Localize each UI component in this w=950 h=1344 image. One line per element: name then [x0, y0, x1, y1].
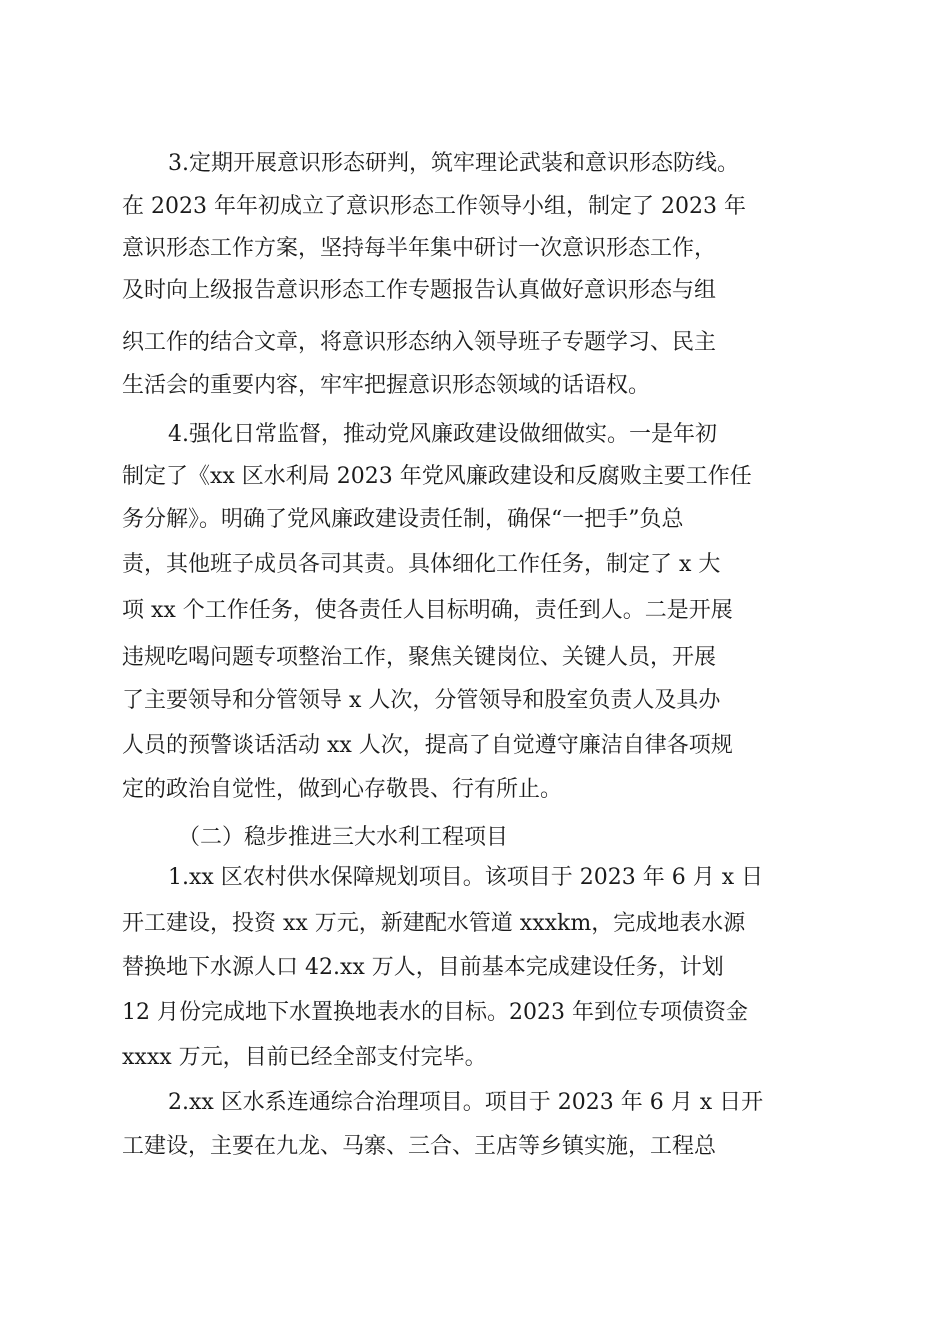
paragraph-line: 了主要领导和分管领导 x 人次，分管领导和股室负责人及具办 [122, 688, 721, 713]
paragraph-line: 意识形态工作方案，坚持每半年集中研讨一次意识形态工作， [122, 236, 717, 261]
paragraph-line: 在 2023 年年初成立了意识形态工作领导小组，制定了 2023 年 [122, 194, 746, 219]
paragraph-line: 2.xx 区水系连通综合治理项目。项目于 2023 年 6 月 x 日开 [168, 1090, 764, 1115]
paragraph-line: 替换地下水源人口 42.xx 万人，目前基本完成建设任务，计划 [122, 955, 724, 980]
paragraph-line: 制定了《xx 区水利局 2023 年党风廉政建设和反腐败主要工作任 [122, 464, 752, 489]
paragraph-line: 违规吃喝问题专项整治工作，聚焦关键岗位、关键人员，开展 [122, 645, 717, 670]
paragraph-line: 工建设，主要在九龙、马寨、三合、王店等乡镇实施，工程总 [122, 1134, 717, 1159]
paragraph-line: 3.定期开展意识形态研判，筑牢理论武装和意识形态防线。 [168, 151, 739, 176]
paragraph-line: 生活会的重要内容，牢牢把握意识形态领域的话语权。 [122, 373, 651, 398]
paragraph-line: 1.xx 区农村供水保障规划项目。该项目于 2023 年 6 月 x 日 [168, 865, 764, 890]
paragraph-line: 及时向上级报告意识形态工作专题报告认真做好意识形态与组 [122, 278, 717, 303]
paragraph-line: 项 xx 个工作任务，使各责任人目标明确，责任到人。二是开展 [122, 598, 733, 623]
paragraph-line: 人员的预警谈话活动 xx 人次，提高了自觉遵守廉洁自律各项规 [122, 733, 733, 758]
paragraph-line: 责，其他班子成员各司其责。具体细化工作任务，制定了 x 大 [122, 552, 721, 577]
paragraph-line: 定的政治自觉性，做到心存敬畏、行有所止。 [122, 777, 563, 802]
paragraph-line: 务分解》。明确了党风廉政建设责任制，确保“一把手”负总 [122, 507, 684, 532]
paragraph-line: 织工作的结合文章，将意识形态纳入领导班子专题学习、民主 [122, 330, 717, 355]
paragraph-line: 12 月份完成地下水置换地表水的目标。2023 年到位专项债资金 [122, 1000, 748, 1025]
paragraph-line: 开工建设，投资 xx 万元，新建配水管道 xxxkm，完成地表水源 [122, 911, 746, 936]
paragraph-line: xxxx 万元，目前已经全部支付完毕。 [122, 1045, 487, 1070]
paragraph-line: 4.强化日常监督，推动党风廉政建设做细做实。一是年初 [168, 422, 717, 447]
section-heading: （二）稳步推进三大水利工程项目 [178, 825, 509, 850]
